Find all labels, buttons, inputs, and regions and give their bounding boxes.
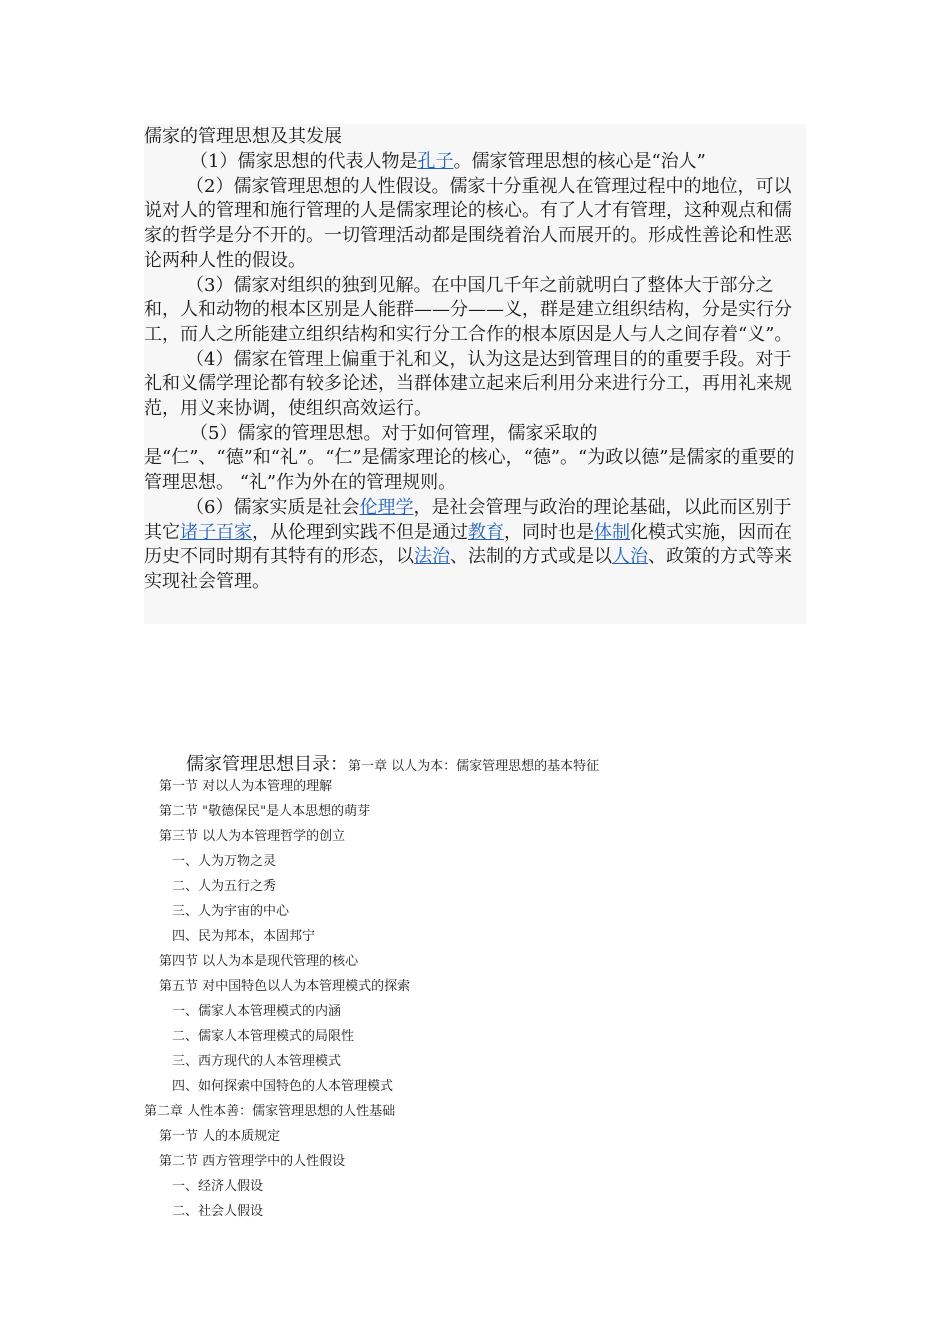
p6-text: 、法制的方式或是以: [450, 546, 612, 568]
toc-item: 二、人为五行之秀: [172, 879, 277, 894]
toc-heading: 儒家管理思想目录：: [186, 754, 348, 775]
paragraph-4: （4）儒家在管理上偏重于礼和义，认为这是达到管理目的的重要手段。对于礼和义儒学理论都有较多论述，当群体建立起来后利用分来进行分工，再用礼来规范，用义来协调，使组织高效运行。: [144, 348, 792, 420]
toc-item: 第四节 以人为本是现代管理的核心: [159, 954, 359, 969]
link-jiaoyu[interactable]: 教育: [468, 521, 504, 543]
toc-item: 四、如何探索中国特色的人本管理模式: [172, 1079, 394, 1094]
toc-item: 第三节 以人为本管理哲学的创立: [159, 829, 346, 844]
toc-item: 一、儒家人本管理模式的内涵: [172, 1004, 342, 1019]
toc-heading-line: [186, 750, 599, 776]
toc-item: 第二节 西方管理学中的人性假设: [159, 1154, 346, 1169]
link-renzhi[interactable]: 人治: [612, 546, 648, 568]
toc-item: 第五节 对中国特色以人为本管理模式的探索: [159, 979, 411, 994]
paragraph-6: [144, 496, 806, 595]
paragraph-1-text-a: （1）儒家思想的代表人物是: [190, 151, 418, 172]
p6-text: ，是社会管理与政治的理论基础，以此而区别于其它: [144, 496, 792, 543]
link-zhuzibaijia[interactable]: 诸子百家: [180, 521, 252, 543]
link-kongzi[interactable]: 孔子: [417, 151, 454, 172]
toc-item: 四、民为邦本，本固邦宁: [172, 929, 316, 944]
toc-item: 三、西方现代的人本管理模式: [172, 1054, 342, 1069]
toc-item: 三、人为宇宙的中心: [172, 904, 290, 919]
toc-item: 第一节 对以人为本管理的理解: [159, 779, 333, 794]
paragraph-1: [144, 150, 806, 175]
p6-text: ，从伦理到实践不但是通过: [252, 521, 468, 543]
toc-item: 第二章 人性本善：儒家管理思想的人性基础: [144, 1104, 396, 1119]
article-title: 儒家的管理思想及其发展: [144, 126, 342, 147]
toc-first-chapter: 第一章 以人为本：儒家管理思想的基本特征: [348, 759, 600, 774]
toc-item: 第一节 人的本质规定: [159, 1129, 281, 1144]
p6-text: 化模式实施，因而在历史不同时期有其特有的形态，以: [144, 521, 792, 568]
link-fazhi[interactable]: 法治: [414, 546, 450, 568]
link-tizhi[interactable]: 体制: [594, 521, 630, 543]
p6-text: ，同时也是: [504, 521, 594, 543]
paragraph-5: （5）儒家的管理思想。对于如何管理，儒家采取的是“仁”、“德”和“礼”。“仁”是儒家理论的核心，“德”。“为政以德”是儒家的重要的管理思想。 “礼”作为外在的管理规则。: [144, 422, 795, 494]
p6-text: 、政策的方式等来实现社会管理。: [144, 546, 792, 592]
link-lunlixue[interactable]: 伦理学: [359, 496, 414, 518]
paragraph-3: （3）儒家对组织的独到见解。在中国几千年之前就明白了整体大于部分之和，人和动物的根本区别是人能群——分——义，群是建立组织结构，分是实行分工，而人之所能建立组织结构和实行分工合作的根本原因是人与人之间存着“义”。: [144, 274, 793, 345]
toc-item: 一、人为万物之灵: [172, 854, 277, 869]
toc-item: 第二节 "敬德保民"是人本思想的萌芽: [159, 804, 371, 819]
p6-text: （6）儒家实质是社会: [186, 496, 360, 518]
article-block: [144, 124, 806, 624]
paragraph-2: （2）儒家管理思想的人性假设。儒家十分重视人在管理过程中的地位，可以说对人的管理和施行管理的人是儒家理论的核心。有了人才有管理，这种观点和儒家的哲学是分不开的。一切管理活动都是围绕着治人而展开的。形成性善论和性恶论两种人性的假设。: [144, 175, 792, 271]
toc-item: 二、儒家人本管理模式的局限性: [172, 1029, 355, 1044]
paragraph-1-text-b: 。儒家管理思想的核心是“治人”: [453, 151, 706, 172]
toc-item: 二、社会人假设: [172, 1204, 264, 1219]
toc-item: 一、经济人假设: [172, 1179, 264, 1194]
